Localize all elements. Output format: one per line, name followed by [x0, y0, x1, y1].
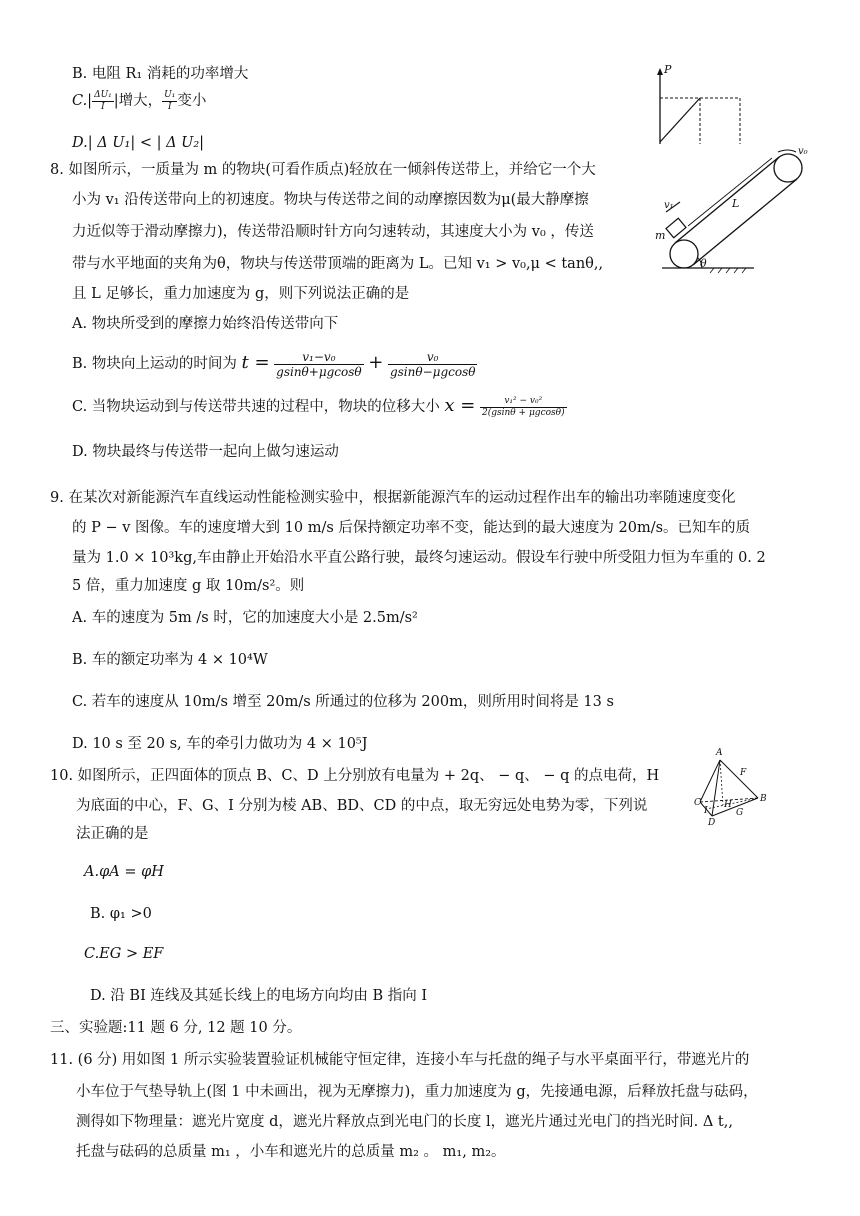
q8-c-frac-num: v₁² − v₀² — [480, 396, 567, 408]
tetra-label-g: G — [736, 808, 744, 818]
q11-stem-line4: 托盘与砝码的总质量 m₁ ，小车和遮光片的总质量 m₂ 。 m₁, m₂。 — [76, 1144, 506, 1160]
q8-b-frac2-den: gsinθ−μgcosθ — [389, 364, 476, 379]
section-3-heading: 三、实验题:11 题 6 分, 12 题 10 分。 — [50, 1020, 302, 1036]
tetra-label-d: D — [708, 818, 716, 828]
q7-option-c-frac1 — [92, 90, 114, 113]
q7-frac1-num: ΔU₁ — [94, 89, 112, 100]
tetra-label-f: F — [740, 768, 747, 778]
belt-bottom — [693, 179, 797, 265]
q8-option-c-frac — [480, 396, 567, 419]
q7-option-b: B. 电阻 R₁ 消耗的功率增大 — [72, 66, 249, 82]
fig-label-v1: v₁ — [664, 200, 674, 211]
q11-stem-line1: 11. (6 分) 用如图 1 所示实验装置验证机械能守恒定律，连接小车与托盘的绳子与水平桌面平行，带遮光片的 — [50, 1052, 750, 1068]
q8-option-b-frac1 — [274, 350, 364, 379]
q10-option-a: A.φA = φH — [84, 864, 164, 880]
q8-b-frac1-den: gsinθ+μgcosθ — [276, 364, 362, 379]
q9-stem-line1: 9. 在某次对新能源汽车直线运动性能检测实验中，根据新能源汽车的运动过程作出车的输出功率随速度变化 — [50, 490, 736, 506]
q7-option-c-frac2 — [162, 90, 177, 113]
q8-stem-line5: 且 L 足够长，重力加速度为 g，则下列说法正确的是 — [72, 286, 410, 302]
q8-option-b-frac2 — [388, 350, 478, 379]
tetra-label-i: I — [704, 806, 708, 816]
q7-option-c — [72, 88, 206, 114]
q8-c-frac-den: 2(gsinθ + μgcosθ) — [481, 407, 565, 418]
q9-stem-line3: 量为 1.0 × 10³kg,车由静止开始沿水平直公路行驶，最终匀速运动。假设车行驶中所受阻力恒为车重的 0. 2 — [72, 550, 766, 566]
q9-option-b: B. 车的额定功率为 4 × 10⁴W — [72, 652, 268, 668]
q8-b-frac1-num: v₁−v₀ — [274, 350, 364, 365]
q7-option-c-prefix: C.| — [72, 93, 93, 109]
q8-stem-line2: 小为 v₁ 沿传送带向上的初速度。物块与传送带之间的动摩擦因数为μ(最大静摩擦 — [72, 192, 589, 208]
tetra-label-b: B — [760, 794, 767, 804]
p-axis-label: P — [664, 63, 672, 76]
edge-ab — [720, 760, 758, 798]
q8-stem-line1: 8. 如图所示，一质量为 m 的物块(可看作质点)轻放在一倾斜传送带上，并给它一个大 — [50, 162, 596, 178]
q8-option-c-x: x = — [444, 395, 476, 416]
q8-option-a: A. 物块所受到的摩擦力始终沿传送带向下 — [72, 316, 339, 332]
q8-option-b — [72, 346, 477, 381]
q8-option-c-prefix: C. 当物块运动到与传送带共速的过程中，物块的位移大小 — [72, 399, 445, 415]
q8-option-d: D. 物块最终与传送带一起向上做匀速运动 — [72, 444, 339, 460]
q9-option-d: D. 10 s 至 20 s, 车的牵引力做功为 4 × 10⁵J — [72, 736, 368, 752]
q8-option-b-prefix: B. 物块向上运动的时间为 — [72, 356, 242, 372]
ramp-line — [660, 98, 700, 142]
p-axis-arrow — [657, 68, 663, 75]
q8-option-c — [72, 390, 567, 423]
q7-frac2-num: U₁ — [164, 89, 176, 100]
q7-option-c-mid: |增大， — [113, 93, 163, 109]
q7-option-c-suffix: 变小 — [177, 93, 207, 109]
q10-stem-line3: 法正确的是 — [76, 826, 149, 842]
fig-label-L: L — [732, 197, 740, 210]
q11-stem-line2: 小车位于气垫导轨上(图 1 中未画出，视为无摩擦力)，重力加速度为 g，先接通电源，后释放托盘与砝码， — [76, 1084, 758, 1100]
q8-b-frac2-num: v₀ — [388, 350, 478, 365]
q9-stem-line4: 5 倍，重力加速度 g 取 10m/s²。则 — [72, 578, 305, 594]
q8-stem-line3: 力近似等于滑动摩擦力)，传送带沿顺时针方向匀速转动，其速度大小为 v₀ ，传送 — [72, 224, 594, 240]
q10-option-d: D. 沿 BI 连线及其延长线上的电场方向均由 B 指向 I — [90, 988, 428, 1004]
q9-stem-line2: 的 P − v 图像。车的速度增大到 10 m/s 后保持额定功率不变，能达到的最大速度为 20m/s。已知车的质 — [72, 520, 751, 536]
line-ah — [720, 760, 723, 805]
q7-frac1-den: I — [101, 101, 105, 112]
v0-arc — [778, 150, 796, 152]
belt-top — [675, 157, 779, 243]
q10-option-b: B. φ₁ >0 — [90, 906, 152, 922]
conveyor-belt-figure — [654, 146, 814, 276]
p-v-graph-figure — [650, 63, 750, 146]
q7-option-d: D.| Δ U₁| < | Δ U₂| — [72, 135, 205, 151]
q9-option-a: A. 车的速度为 5m /s 时，它的加速度大小是 2.5m/s² — [72, 610, 418, 626]
fig-label-theta: θ — [700, 257, 707, 270]
fig-label-m: m — [655, 229, 666, 242]
tetra-label-c: C — [694, 798, 701, 808]
tetra-label-h: H — [724, 800, 732, 810]
q8-stem-line4: 带与水平地面的夹角为θ，物块与传送带顶端的距离为 L。已知 v₁ > v₀,μ < tanθ,, — [72, 256, 604, 272]
q11-stem-line3: 测得如下物理量：遮光片宽度 d，遮光片释放点到光电门的长度 l，遮光片通过光电门的挡光时间. Δ t,, — [76, 1114, 733, 1130]
q10-option-c: C.EG > EF — [84, 946, 164, 962]
q9-option-c: C. 若车的速度从 10m/s 增至 20m/s 所通过的位移为 200m，则所用时间将是 13 s — [72, 694, 614, 710]
ground-hatch — [710, 268, 746, 273]
q8-option-b-t: t = — [241, 352, 270, 373]
q7-frac2-den: I — [167, 101, 172, 112]
fig-label-v0: v₀ — [798, 146, 808, 157]
tetra-label-a: A — [716, 748, 723, 758]
q10-stem-line2: 为底面的中心，F、G、I 分别为棱 AB、BD、CD 的中点，取无穷远处电势为零，下列说 — [76, 798, 648, 814]
length-l-line — [688, 158, 772, 226]
edge-db — [712, 798, 758, 816]
q10-stem-line1: 10. 如图所示，正四面体的顶点 B、C、D 上分别放有电量为 + 2q、 − q、 − q 的点电荷，H — [50, 768, 660, 784]
q8-option-b-plus: + — [368, 352, 384, 373]
block-m — [666, 218, 686, 237]
